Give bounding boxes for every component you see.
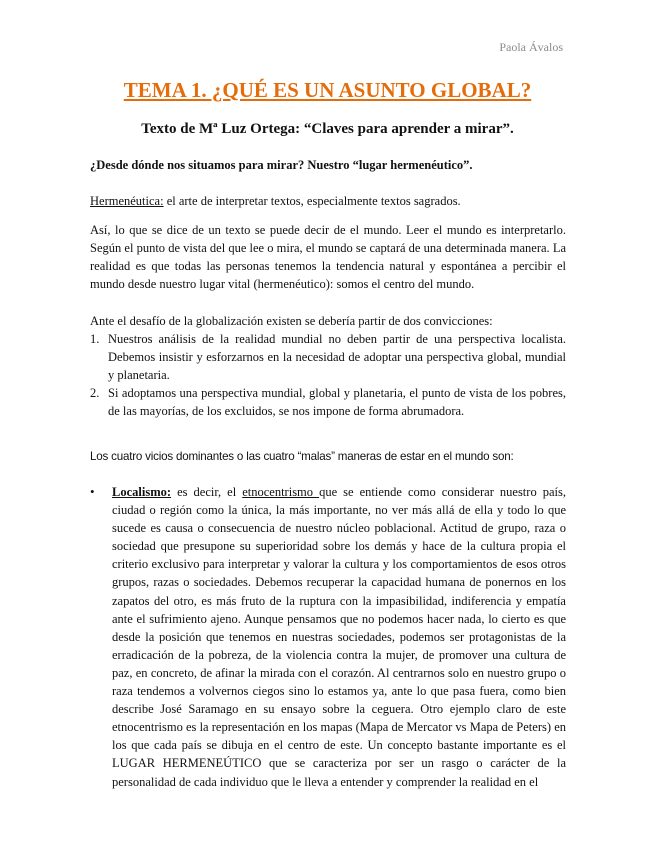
localismo-bullet	[90, 483, 566, 791]
section-question: ¿Desde dónde nos situamos para mirar? Nuestro “lugar hermenéutico”.	[90, 158, 473, 172]
list-number: 2.	[90, 386, 100, 400]
list-item	[90, 384, 566, 420]
convictions-list	[90, 330, 566, 420]
hermeneutica-term: Hermenéutica:	[90, 194, 164, 208]
vicios-heading: Los cuatro vicios dominantes o las cuatro “malas” maneras de estar en el mundo son:	[90, 450, 514, 463]
list-number: 1.	[90, 332, 100, 346]
hermeneutica-text: el arte de interpretar textos, especialmente textos sagrados.	[163, 194, 461, 208]
header-author: Paola Ávalos	[499, 40, 563, 54]
convictions-intro: Ante el desafío de la globalización existen se debería partir de dos convicciones:	[90, 314, 493, 328]
localismo-lead: Localismo:	[112, 485, 172, 499]
list-text: Si adoptamos una perspectiva mundial, global y planetaria, el punto de vista de los pobres, de las mayorías, de los excluidos, se nos impone de forma abrumadora.	[108, 386, 566, 418]
list-text: Nuestros análisis de la realidad mundial no deben partir de una perspectiva localista. Debemos insistir y esforzarnos en la necesidad de adoptar una perspectiva global, mundial y planetaria.	[108, 332, 566, 382]
paragraph-convictions	[90, 312, 566, 420]
localismo-text-1: es decir, el	[171, 485, 243, 499]
localismo-body	[112, 483, 566, 791]
page-subtitle: Texto de Mª Luz Ortega: “Claves para aprender a mirar”.	[141, 121, 514, 137]
paragraph-interpretation: Así, lo que se dice de un texto se puede decir de el mundo. Leer el mundo es interpretarlo. Según el punto de vista del que lee o mira, el mundo se captará de una determinada manera. La realidad es que todas las personas tenemos la tendencia natural y espontánea a percibir el mundo desde nuestro lugar vital (hermenéutico): somos el centro del mundo.	[90, 223, 566, 291]
page-title: TEMA 1. ¿QUÉ ES UN ASUNTO GLOBAL?	[123, 78, 532, 102]
hermeneutica-definition	[90, 192, 566, 210]
bullet-dot: •	[90, 484, 95, 499]
list-item	[90, 330, 566, 384]
localismo-text-2: que se entiende como considerar nuestro país, ciudad o región como la única, la más importante, no ver más allá de ella y todo lo que sucede es causa o consecuencia de nuestro núcleo poblacional. Actitud de grupo, raza o sociedad que presupone su superioridad sobre los demás y hace de la cultura propia el criterio exclusivo para interpretar y valorar la cultura y los comportamientos de esos otros grupos, razas o sociedades. Debemos recuperar la capacidad humana de ponernos en los zapatos del otro, es más fruto de la ruptura con la impasibilidad, indiferencia y empatía ante el sufrimiento ajeno. Aunque pensamos que no podemos hacer nada, lo cierto es que desde la posición que tenemos en nuestras sociedades, podemos ser protagonistas de la erradicación de la pobreza, de la violencia contra la mujer, de promover una cultura de paz, en concreto, de afinar la mirada con el corazón. Al centrarnos solo en nuestro grupo o raza tendemos a volvernos ciegos sino lo estamos ya, ante lo que pasa fuera, como bien describe José Saramago en su ensayo sobre la ceguera. Otro ejemplo claro de este etnocentrismo es la representación en los mapas (Mapa de Mercator vs Mapa de Peters) en los que cada país se dibuja en el centro de este. Un concepto bastante importante es el LUGAR HERMENEÚTICO que se caracteriza por ser un rasgo o carácter de la personalidad de cada individuo que le lleva a entender y comprender la realidad en el	[112, 485, 566, 789]
etnocentrismo-term: etnocentrismo	[242, 485, 320, 499]
